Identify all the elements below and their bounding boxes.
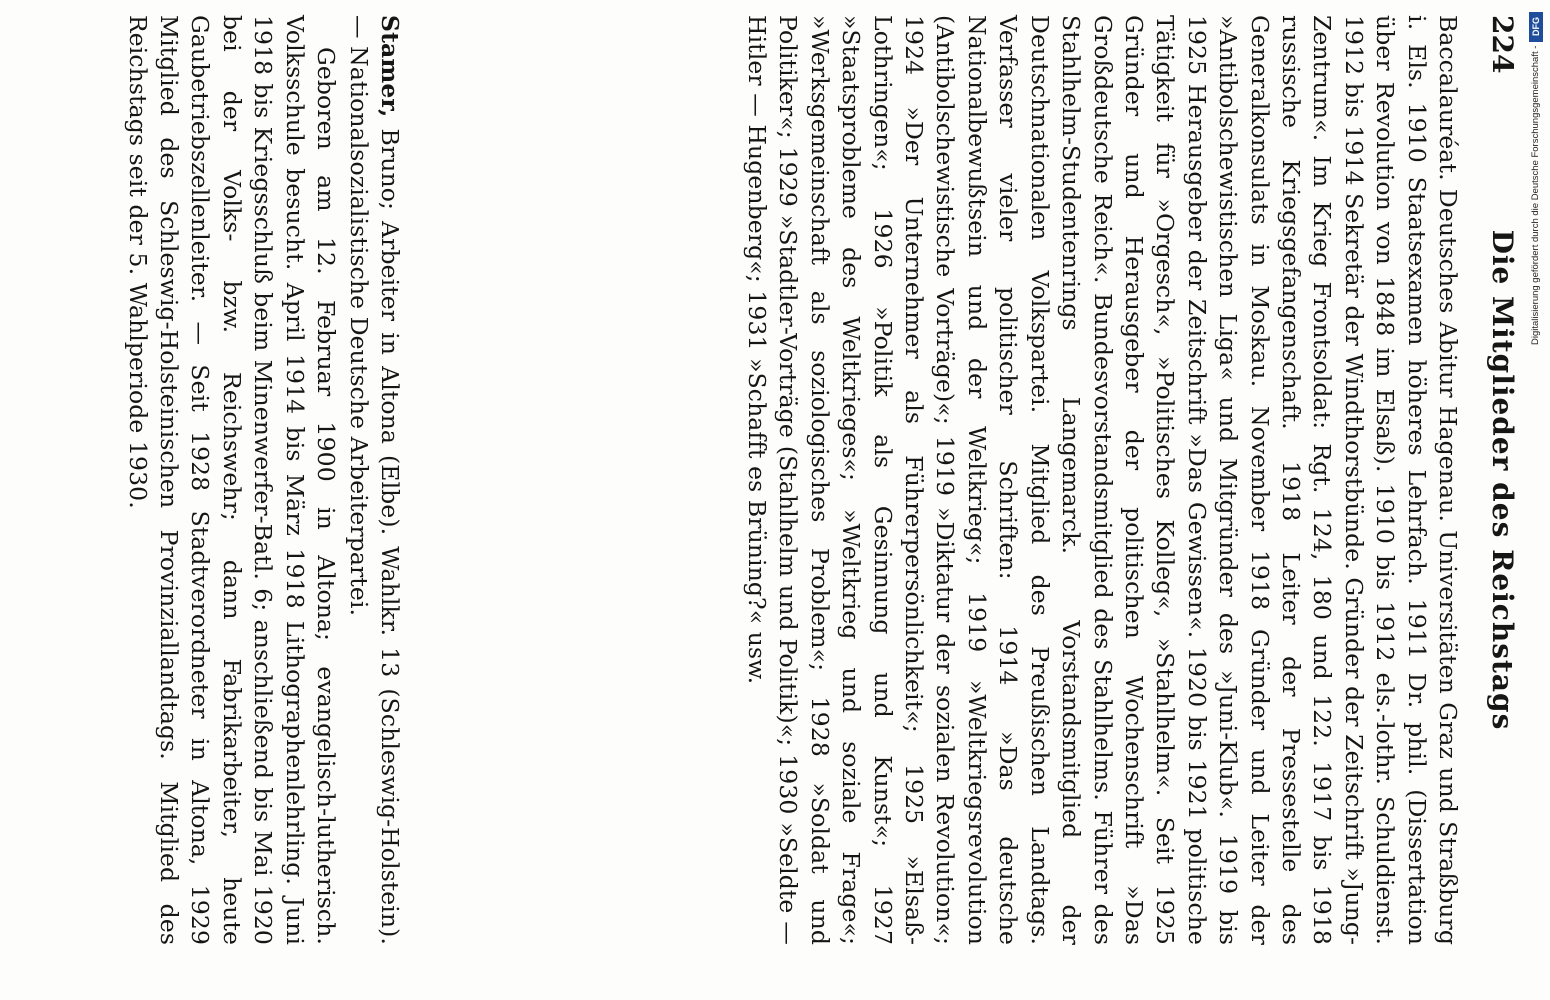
book-page [75,15,1525,945]
running-head: Die Mitglieder des Reichstags [1486,229,1519,731]
page-header [1465,15,1525,945]
digitization-credit [1527,6,1547,396]
entry-stamer-header [342,15,405,945]
entry-stamer-body: Geboren am 12. Februar 1900 in Altona; evangelisch-lutherisch. Volksschule besucht. April 1914 bis März 1918 Lithographenlehrling. Juni 1918 bis Kriegsschluß beim Minenwerfer-Batl. 6; anschließend bis Mai 1920 bei der Volks- bzw. Reichswehr; dann Fabrikarbeiter, heute Gaubetriebszellenleiter. — Seit 1928 Stadtverordneter in Altona, 1929 Mitglied des Schleswig-Holsteinischen Provinziallandtags. Mitglied des Reichstags seit der 5. Wahlperiode 1930. [123,15,340,945]
page-number: 224 [1486,15,1519,74]
entry-stamer-name: Stamer, [376,15,404,118]
entry-continued-text: Baccalauréat. Deutsches Abitur Hagenau. Universitäten Graz und Straßburg i. Els. 1910 Staatsexamen höheres Lehrfach. 1911 Dr. phil. (Dissertation über Revolution von 1848 im Elsaß). 1910 bis 1912 els.-lothr. Schuldienst. 1912 bis 1914 Sekretär der Windthorstbünde. Gründer der Zeitschrift »Jung-Zentrum«. Im Krieg Frontsoldat: Rgt. 124, 180 und 122. 1917 bis 1918 russische Kriegsgefangenschaft. 1918 Leiter der Pressestelle des Generalkonsulats in Moskau. November 1918 Gründer und Leiter der »Antibolschewistischen Liga« und Mitgründer des »Juni-Klub«. 1919 bis 1925 Herausgeber der Zeitschrift »Das Gewissen«. 1920 bis 1921 politische Tätigkeit für »Orgesch«, »Politisches Kolleg«, »Stahlhelm«. Seit 1925 Gründer und Herausgeber der politischen Wochenschrift »Das Großdeutsche Reich«. Bundesvorstandsmitglied des Stahlhelms. Führer des Stahlhelm-Studentenrings Langemarck. Vorstandsmitglied der Deutschnationalen Volkspartei. Mitglied des Preußischen Landtags. Verfasser vieler politischer Schriften: 1914 »Das deutsche Nationalbewußtsein und der Weltkrieg«; 1919 »Weltkriegsrevolution (Antibolschewistische Vorträge)«; 1919 »Diktatur der sozialen Revolution«; 1924 »Der Unternehmer als Führerpersönlichkeit«; 1925 »Elsaß-Lothringen«; 1926 »Politik als Gesinnung und Kunst«; 1927 »Staatsprobleme des Weltkrieges«; »Weltkrieg und soziale Frage«; »Werksgemeinschaft als soziologisches Problem«; 1928 »Soldat und Politiker«; 1929 »Stadtler-Vorträge (Stahlhelm und Politik)«; 1930 »Seldte — Hitler — Hugenberg«; 1931 »Schafft es Brüning?« usw. [743,15,1462,945]
dfg-logo: DFG [1529,12,1543,42]
entry-stamer-header-rest: Bruno; Arbeiter in Altona (Elbe). Wahlkr. 13 (Schleswig-Holstein). — Nationalsozialistische Deutsche Arbeiterpartei. [344,15,404,945]
dfg-credit-text: Digitalisierung gefördert durch die Deutsche Forschungsgemeinschaft - [1530,46,1541,346]
